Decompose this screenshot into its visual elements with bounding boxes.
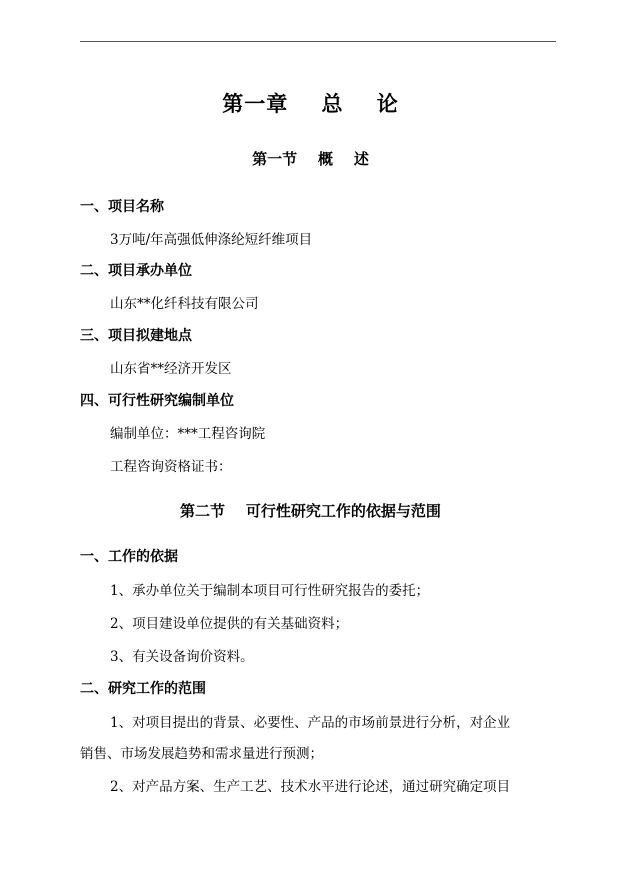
scope-para-2-line-1: 2、对产品方案、生产工艺、技术水平进行论述，通过研究确定项目	[110, 779, 511, 795]
project-name-value: 3万吨/年高强低伸涤纶短纤维项目	[110, 232, 313, 248]
heading-work-scope: 二、研究工作的范围	[80, 681, 206, 697]
compiler-unit: 编制单位：***工程咨询院	[110, 426, 266, 442]
scope-para-1-line-2: 销售、市场发展趋势和需求量进行预测；	[80, 746, 323, 762]
location-value: 山东省**经济开发区	[110, 361, 232, 377]
heading-compiler: 四、可行性研究编制单位	[80, 393, 234, 409]
heading-location: 三、项目拟建地点	[80, 328, 192, 344]
sponsor-value: 山东**化纤科技有限公司	[110, 296, 259, 312]
heading-work-basis: 一、工作的依据	[80, 549, 178, 565]
section-title-overview: 第一节 概 述	[252, 150, 369, 168]
header-rule	[80, 41, 556, 42]
heading-sponsor: 二、项目承办单位	[80, 263, 192, 279]
basis-item-1: 1、承办单位关于编制本项目可行性研究报告的委托；	[110, 583, 430, 599]
heading-project-name: 一、项目名称	[80, 199, 164, 215]
chapter-title: 第一章 总 论	[222, 91, 399, 116]
basis-item-2: 2、项目建设单位提供的有关基础资料；	[110, 616, 349, 632]
basis-item-3: 3、有关设备询价资料。	[110, 649, 254, 665]
compiler-certificate: 工程咨询资格证书：	[110, 459, 232, 475]
section-title-basis-scope: 第二节 可行性研究工作的依据与范围	[180, 502, 441, 520]
scope-para-1-line-1: 1、对项目提出的背景、必要性、产品的市场前景进行分析，对企业	[110, 715, 511, 731]
